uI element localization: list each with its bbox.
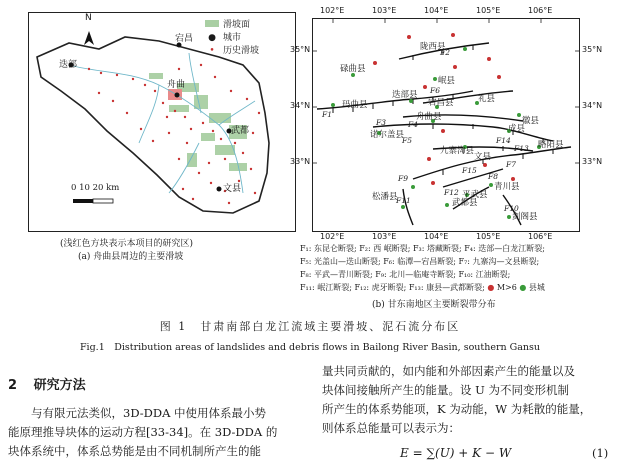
place-wenxian: 文县 [223,184,242,194]
scale-text: 0 10 20 km [71,183,120,193]
left-column [8,404,296,461]
county-labels: 陇西县 碌曲县 岷县 迭部县 宕昌县 礼县 玛曲县 舟曲县 徽县 诺尔盖县 成县 九寨沟县 略阳县 文县 松潘县 武都县 青川县 平武县 剑阁县 [340,42,564,222]
legend-zone-swatch [205,20,219,27]
fault-legend-4: F₁₁: 岷江断裂; F₁₂: 虎牙断裂; F₁₃: 康县—武都断裂; ● M>6 ● 县城 [300,283,545,292]
right-line-4: 则体系总能量可以表示为： [322,421,460,435]
quake-symbol-icon: ● [487,283,495,292]
fig-a-caption: (a) 舟曲县周边的主要滑坡 [78,252,184,262]
figure-caption-cn: 图 1 甘肃南部白龙江流域主要滑坡、泥石流分布区 [159,320,461,333]
left-line-3: 块体系统中，体系总势能是由不同机制所产生的能 [8,444,261,458]
equation-number: (1) [592,446,609,460]
north-label: N [85,13,92,23]
place-dangchang: 宕昌 [175,34,194,44]
scale-bar [73,199,113,203]
fault-labels: F1 F2 F3 F4 F5 F6 F7 F8 F9 F10 F11 F12 F13 F14 F15 [322,48,529,213]
figure-caption-en: Fig.1 Distribution areas of landslides and debris flows in Bailong River Basin, southern Gansu [79,342,541,353]
section-heading: 2 研究方法 [8,378,86,393]
place-wudu: 武都 [231,126,250,136]
legend-landslide-swatch: • [209,46,215,56]
right-column [322,362,614,438]
legend-city-swatch: ● [208,33,216,43]
fault-legend-3: F₈: 平武—青川断裂; F₉: 北川—临庵寺断裂; F₁₀: 江油断裂; [300,270,511,279]
fault-legend-2: F₅: 光盖山—迭山断裂; F₆: 临潭—宕昌断裂; F₇: 九寨沟—文县断裂; [300,257,540,266]
right-line-1: 量共同贡献的，如内能和外部因素产生的能量以及 [322,364,575,378]
north-arrow-icon [84,31,94,45]
left-line-2: 能原理推导块体的运动方程[33-34]。在 3D-DDA 的 [8,425,278,439]
fig-a-note: (浅红色方块表示本项目的研究区) [60,239,194,249]
fault-legend-1: F₁: 东昆仑断裂; F₂: 西 岷断裂; F₃: 塔藏断裂; F₄: 迭部—白龙江断裂; [300,244,545,253]
county-symbol-icon: ● [519,283,527,292]
equation: E = ∑(U) + K − W [400,446,512,460]
legend-a: 滑坡面 ● 城市 • 历史滑坡 [205,19,259,58]
place-zhouqu: 舟曲 [167,80,186,90]
place-diebu: 迭部 [59,60,78,70]
figure-panel-a [28,12,296,232]
fig-b-caption: (b) 甘东南地区主要断裂带分布 [372,300,496,310]
right-line-2: 块体间接触所产生的能量。设 U 为不同变形机制 [322,383,570,397]
left-line-1: 与有限元法类似，3D-DDA 中使用体系最小势 [31,406,267,420]
right-line-3: 所产生的体系势能项，K 为动能，W 为耗散的能量， [322,402,592,416]
